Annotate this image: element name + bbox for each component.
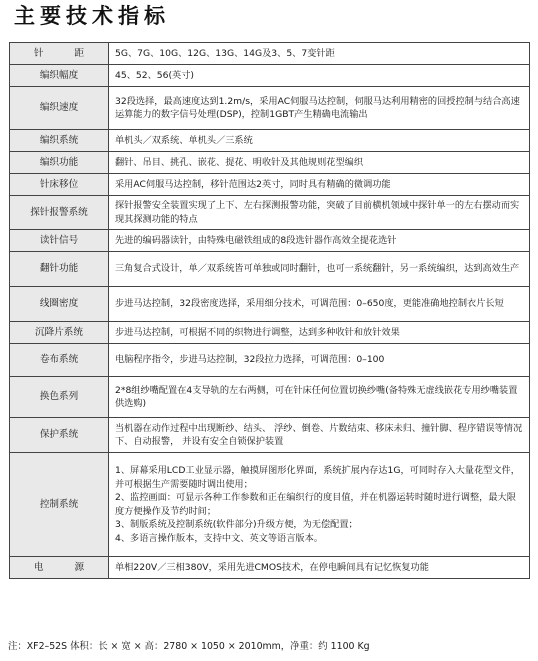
row-value: 当机器在动作过程中出现断纱、结头、 浮纱、倒卷、片数结束、移床未归、撞针脚、程序错误等情况下、自动报警， 并设有安全自锁保护装置 [109,418,530,453]
row-value: 步进马达控制，可根据不同的织物进行调整，达到多种收针和放针效果 [109,322,530,344]
row-value: 5G、7G、10G、12G、13G、14G及3、5、7变针距 [109,43,530,65]
row-label: 控制系统 [10,453,109,557]
row-value [109,453,530,557]
row-label: 保护系统 [10,418,109,453]
table-row [10,557,530,579]
table-row [10,130,530,152]
row-value: 采用AC伺服马达控制，移针范围达2英寸，同时具有精确的微调功能 [109,174,530,196]
row-label: 换色系列 [10,377,109,418]
table-row [10,322,530,344]
row-label: 针床移位 [10,174,109,196]
row-value: 电脑程序指令，步进马达控制，32段拉力选择，可调范围：0–100 [109,344,530,377]
control-line: 4、多语言操作版本，支持中文、英文等语言版本。 [115,532,323,544]
table-row [10,252,530,287]
control-line: 1、屏幕采用LCD工业显示器，触摸屏图形化界面，系统扩展内存达1G，可同时存入大量花型文件，并可根据生产需要随时调出使用； [115,465,520,490]
row-label: 针 距 [10,43,109,65]
row-value: 2*8组纱嘴配置在4支导轨的左右两侧，可在针床任何位置切换纱嘴(备特殊无虚线嵌花专用纱嘴装置供选购) [109,377,530,418]
table-row [10,418,530,453]
row-value: 翻针、吊目、挑孔、嵌花、提花、明收针及其他规则花型编织 [109,152,530,174]
table-row [10,230,530,252]
table-row [10,87,530,130]
row-label: 编织系统 [10,130,109,152]
page-title: 主要技术指标 [14,3,170,28]
row-label: 线圈密度 [10,287,109,322]
row-label: 探针报警系统 [10,196,109,230]
table-row [10,344,530,377]
row-label: 翻针功能 [10,252,109,287]
row-value: 单机头／双系统、单机头／三系统 [109,130,530,152]
row-value: 32段选择，最高速度达到1.2m/s，采用AC伺服马达控制，伺服马达利用精密的回授控制与结合高速运算能力的数字信号处理(DSP)，控制1GBT产生精确电流输出 [109,87,530,130]
table-row [10,196,530,230]
table-row [10,43,530,65]
footer-note: 注：XF2–52S 体积：长 × 宽 × 高：2780 × 1050 × 2010mm，净重：约 1100 Kg [8,641,370,652]
table-row [10,65,530,87]
row-label: 编织功能 [10,152,109,174]
table-row [10,377,530,418]
row-value: 45、52、56(英寸) [109,65,530,87]
table-row [10,152,530,174]
row-value: 先进的编码器读针，由特殊电磁铁组成的8段选针器作高效全提花选针 [109,230,530,252]
row-label: 卷布系统 [10,344,109,377]
row-value: 三角复合式设计，单／双系统皆可单独或同时翻针，也可一系统翻针，另一系统编织，达到高效生产 [109,252,530,287]
row-value: 步进马达控制，32段密度选择，采用细分技术，可调范围：0–650度，更能准确地控制衣片长短 [109,287,530,322]
table-row [10,287,530,322]
row-label: 编织速度 [10,87,109,130]
row-value: 探针报警安全装置实现了上下、左右探测报警功能，突破了目前横机领域中探针单一的左右摆动而实现其探测功能的特点 [109,196,530,230]
control-line: 2、监控画面：可显示各种工作参数和正在编织行的度目值，并在机器运转时随时进行调整，最大限度方便操作及节约时间； [115,492,516,517]
row-label: 编织幅度 [10,65,109,87]
table-row [10,174,530,196]
row-label: 沉降片系统 [10,322,109,344]
row-value: 单相220V／三相380V，采用先进CMOS技术，在停电瞬间具有记忆恢复功能 [109,557,530,579]
row-label: 读针信号 [10,230,109,252]
row-label: 电 源 [10,557,109,579]
control-line: 3、制版系统及控制系统(软件部分)升级方便，为无偿配置； [115,519,358,530]
table-row [10,453,530,557]
spec-table [9,42,530,579]
